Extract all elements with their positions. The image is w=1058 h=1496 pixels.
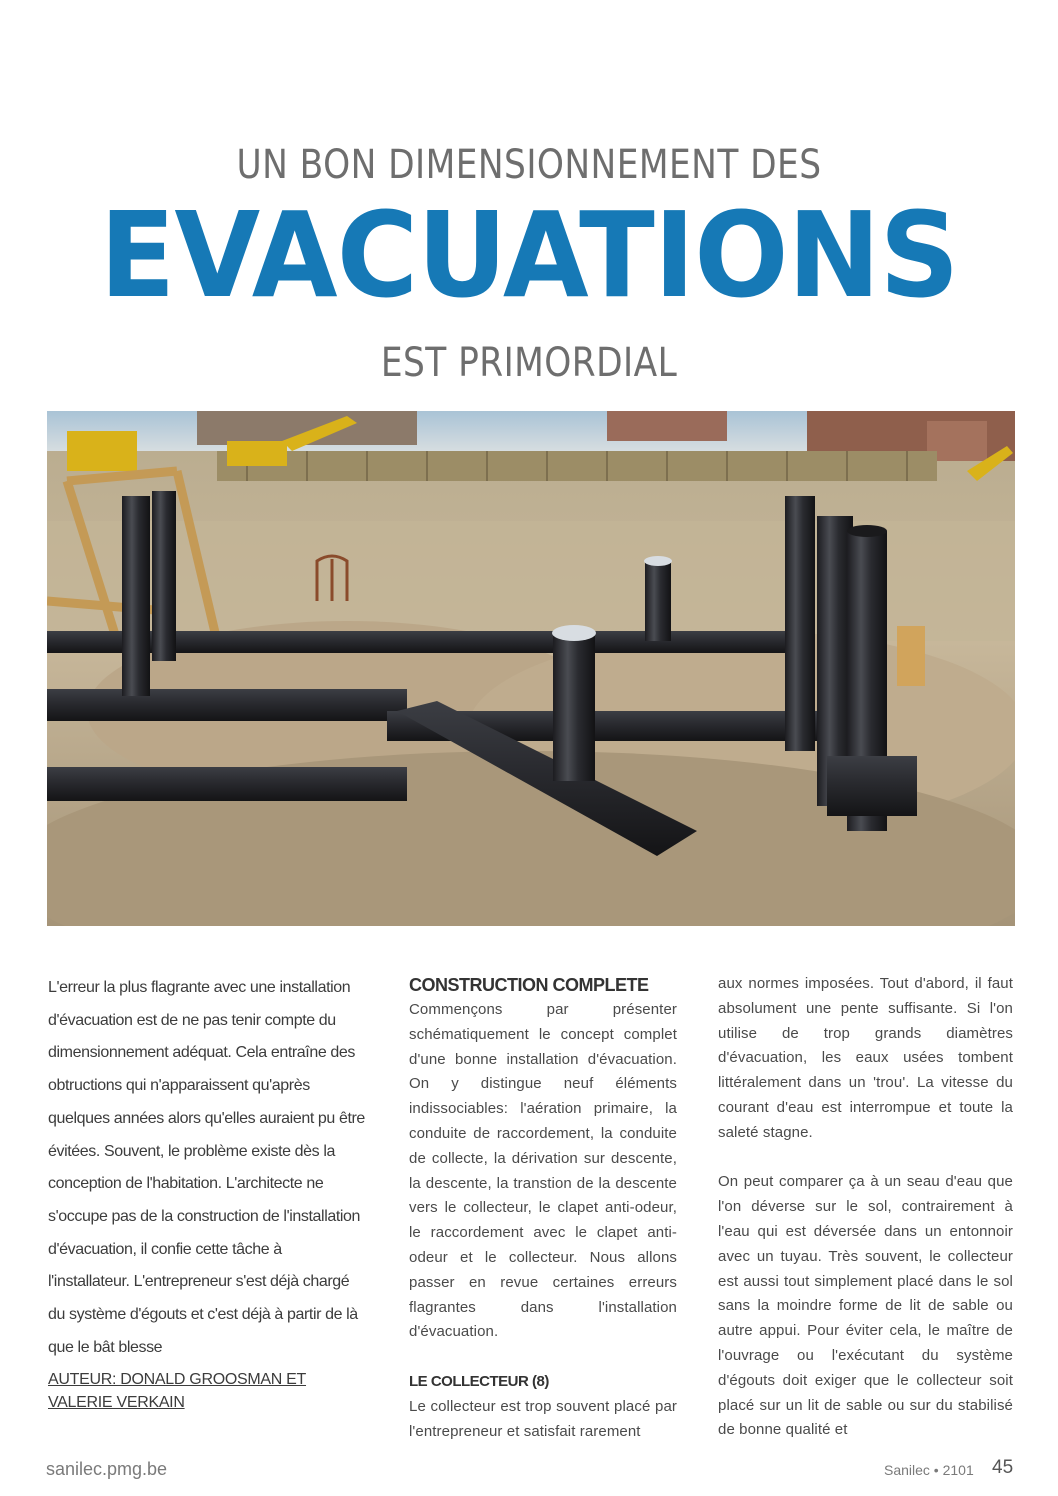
construction-site-photo [47, 411, 1015, 926]
section-title-construction: CONSTRUCTION COMPLETE [409, 975, 649, 995]
author-byline: AUTEUR: DONALD GROOSMAN ET VALERIE VERKAIN [48, 1371, 307, 1412]
headline-kicker-top: UN BON DIMENSIONNEMENT DES [236, 142, 822, 188]
collecteur-paragraph: Le collecteur est trop souvent placé par l'entrepreneur et satisfait rarement [409, 1398, 677, 1440]
right-paragraph-2: On peut comparer ça à un seau d'eau que l'on déverse sur le sol, contrairement à l'eau qui est déversée dans un entonnoir avec un tuyau. Très souvent, le collecteur est aussi tout simplement placé dans le sol sans la moindre forme de lit de sable ou autre appui. Pour éviter cela, le maître de l'ouvrage ou l'exécutant du système d'égouts doit exiger que le collecteur soit placé sur un lit de sable ou sur du stabilisé de bonne qualité et [718, 1173, 1013, 1439]
section-title-collecteur: LE COLLECTEUR (8) [409, 1373, 549, 1391]
footer-website-link[interactable]: sanilec.pmg.be [46, 1459, 168, 1479]
intro-paragraph: L'erreur la plus flagrante avec une installation d'évacuation est de ne pas tenir compte du dimensionnement adéquat. Cela entraîne des obtructions qui n'apparaissent qu'après quelques années alors qu'elles auraient pu être évitées. Souvent, le problème existe dès la conception de l'habitation. L'architecte ne s'occupe pas de la construction de l'installation d'évacuation, il confie cette tâche à l'installateur. L'entrepreneur s'est déjà chargé du système d'égouts et c'est déjà à partir de là que le bât blesse [48, 979, 365, 1356]
footer-page-number: 45 [992, 1457, 1014, 1478]
headline-kicker-bottom: EST PRIMORDIAL [380, 340, 678, 386]
page-headline: EVACUATIONS [99, 186, 959, 324]
right-column [718, 972, 1013, 1443]
footer-magazine-issue: Sanilec • 2101 [884, 1462, 974, 1478]
middle-column [409, 972, 677, 1445]
right-paragraph-1: aux normes imposées. Tout d'abord, il faut absolument une pente suffisante. Si l'on utilise de trop grands diamètres d'évacuation, les eaux usées tombent littéralement dans un 'trou'. La vitesse du courant d'eau est interrompue et toute la saleté stagne. [718, 975, 1013, 1141]
construction-paragraph: Commençons par présenter schématiquement le concept complet d'une bonne installation d'évacuation. On y distingue neuf éléments indissociables: l'aération primaire, la conduite de raccordement, la conduite de collecte, la dérivation sur descente, la descente, la transtion de la descente vers le collecteur, le clapet anti-odeur, le raccordement avec le clapet anti-odeur et le collecteur. Nous allons passer en revue certaines erreurs flagrantes dans l'installation d'évacuation. [409, 1001, 677, 1341]
intro-column [48, 972, 366, 1414]
